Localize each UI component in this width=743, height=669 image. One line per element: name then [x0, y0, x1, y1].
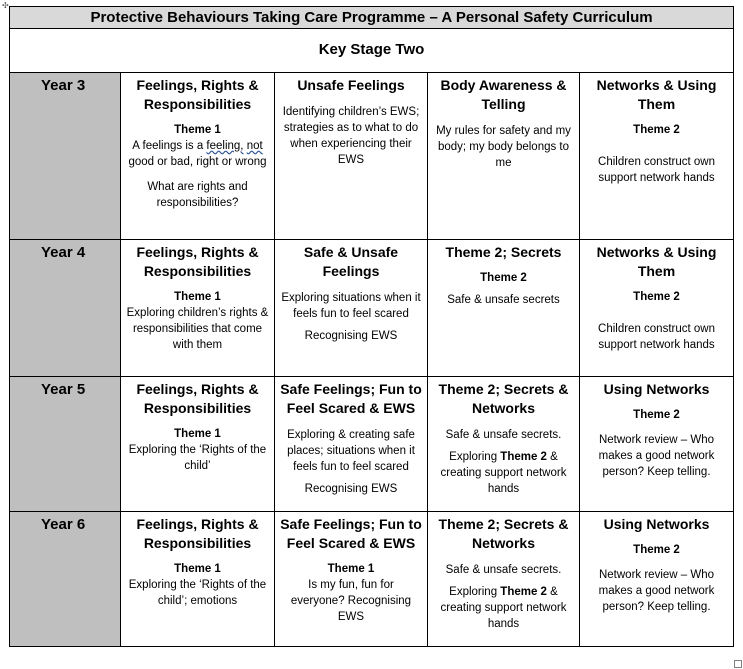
- table-cell: [275, 240, 428, 377]
- table-row: [10, 240, 734, 377]
- cell-text: Children construct own support network hands: [598, 323, 715, 351]
- cell-heading: Feelings, Rights & Responsibilities: [136, 516, 259, 551]
- cell-text-secondary: Recognising EWS: [304, 330, 398, 342]
- cell-text: Safe & unsafe secrets.: [445, 564, 562, 576]
- cell-heading: Feelings, Rights & Responsibilities: [136, 381, 259, 416]
- table-cell: [580, 73, 734, 240]
- cell-text: Safe & unsafe secrets.: [445, 429, 562, 441]
- cell-text: Safe & unsafe secrets: [447, 294, 560, 306]
- table-cell: [428, 377, 580, 512]
- cell-text-secondary: What are rights and responsibilities?: [147, 181, 248, 209]
- cell-heading: Feelings, Rights & Responsibilities: [136, 244, 259, 279]
- table-cell: [428, 240, 580, 377]
- cell-theme: Theme 2: [480, 272, 527, 284]
- table-cell: [121, 512, 275, 647]
- table-cell: [121, 73, 275, 240]
- table-cell: [121, 240, 275, 377]
- key-stage-heading: Key Stage Two: [10, 29, 734, 73]
- cell-theme: Theme 1: [174, 291, 221, 303]
- cell-theme: Theme 2: [633, 124, 680, 136]
- cell-text: My rules for safety and my body; my body belongs to me: [436, 125, 571, 169]
- cell-theme: Theme 2: [633, 544, 680, 556]
- cell-text: Exploring the ‘Rights of the child’: [128, 444, 267, 472]
- cell-text: Identifying children’s EWS; strategies as to what to do when experiencing their EWS: [282, 106, 420, 166]
- cell-theme: Theme 1: [174, 428, 221, 440]
- cell-text-secondary: Exploring Theme 2 & creating support network hands: [440, 586, 567, 630]
- cell-heading: Safe & Unsafe Feelings: [303, 244, 399, 279]
- cell-text: Children construct own support network hands: [598, 156, 715, 184]
- table-row: [10, 512, 734, 647]
- table-cell: [428, 73, 580, 240]
- cell-text-secondary: Recognising EWS: [304, 483, 398, 495]
- table-row: [10, 73, 734, 240]
- cell-text: Network review – Who makes a good network person? Keep telling.: [598, 569, 715, 613]
- cell-theme: Theme 1: [174, 124, 221, 136]
- cell-heading: Unsafe Feelings: [297, 77, 405, 93]
- cell-theme: Theme 1: [327, 563, 375, 575]
- table-cell: [275, 377, 428, 512]
- table-cell: [580, 377, 734, 512]
- cell-theme: Theme 2: [633, 409, 680, 421]
- table-move-handle-icon[interactable]: ✣: [2, 1, 9, 10]
- cell-theme: Theme 2: [633, 291, 680, 303]
- cell-heading: Theme 2; Secrets & Networks: [438, 516, 569, 551]
- cell-text: Exploring the ‘Rights of the child’; emotions: [128, 579, 267, 607]
- cell-text: Exploring children’s rights & responsibilities that come with them: [126, 307, 269, 351]
- curriculum-table: [9, 6, 733, 647]
- cell-text: Exploring & creating safe places; situations when it feels fun to feel scared: [287, 429, 415, 473]
- cell-heading: Theme 2; Secrets & Networks: [438, 381, 569, 416]
- cell-heading: Networks & Using Them: [596, 244, 717, 279]
- year-label: Year 4: [10, 240, 121, 377]
- table-cell: [121, 377, 275, 512]
- table-row: [10, 377, 734, 512]
- table-cell: [580, 240, 734, 377]
- cell-text-secondary: Exploring Theme 2 & creating support network hands: [440, 451, 567, 495]
- cell-heading: Using Networks: [603, 381, 710, 397]
- cell-theme: Theme 1: [174, 563, 221, 575]
- cell-heading: Networks & Using Them: [596, 77, 717, 112]
- cell-heading: Safe Feelings; Fun to Feel Scared & EWS: [280, 516, 422, 551]
- cell-text: A feelings is a feeling, not good or bad, right or wrong: [128, 140, 267, 168]
- year-label: Year 6: [10, 512, 121, 647]
- cell-heading: Body Awareness & Telling: [440, 77, 567, 112]
- cell-heading: Feelings, Rights & Responsibilities: [136, 77, 259, 112]
- year-label: Year 5: [10, 377, 121, 512]
- cell-text: Exploring situations when it feels fun to feel scared: [281, 292, 421, 320]
- year-label: Year 3: [10, 73, 121, 240]
- cell-heading: Safe Feelings; Fun to Feel Scared & EWS: [280, 381, 422, 416]
- table-title: Protective Behaviours Taking Care Programme – A Personal Safety Curriculum: [10, 7, 734, 29]
- cell-text: Is my fun, fun for everyone? Recognising EWS: [290, 579, 412, 623]
- table-cell: [580, 512, 734, 647]
- table-cell: [275, 512, 428, 647]
- cell-heading: Theme 2; Secrets: [445, 244, 562, 260]
- cell-heading: Using Networks: [603, 516, 710, 532]
- table-cell: [428, 512, 580, 647]
- table-cell: [275, 73, 428, 240]
- table-resize-handle-icon[interactable]: [734, 660, 742, 668]
- cell-text: Network review – Who makes a good network person? Keep telling.: [598, 434, 715, 478]
